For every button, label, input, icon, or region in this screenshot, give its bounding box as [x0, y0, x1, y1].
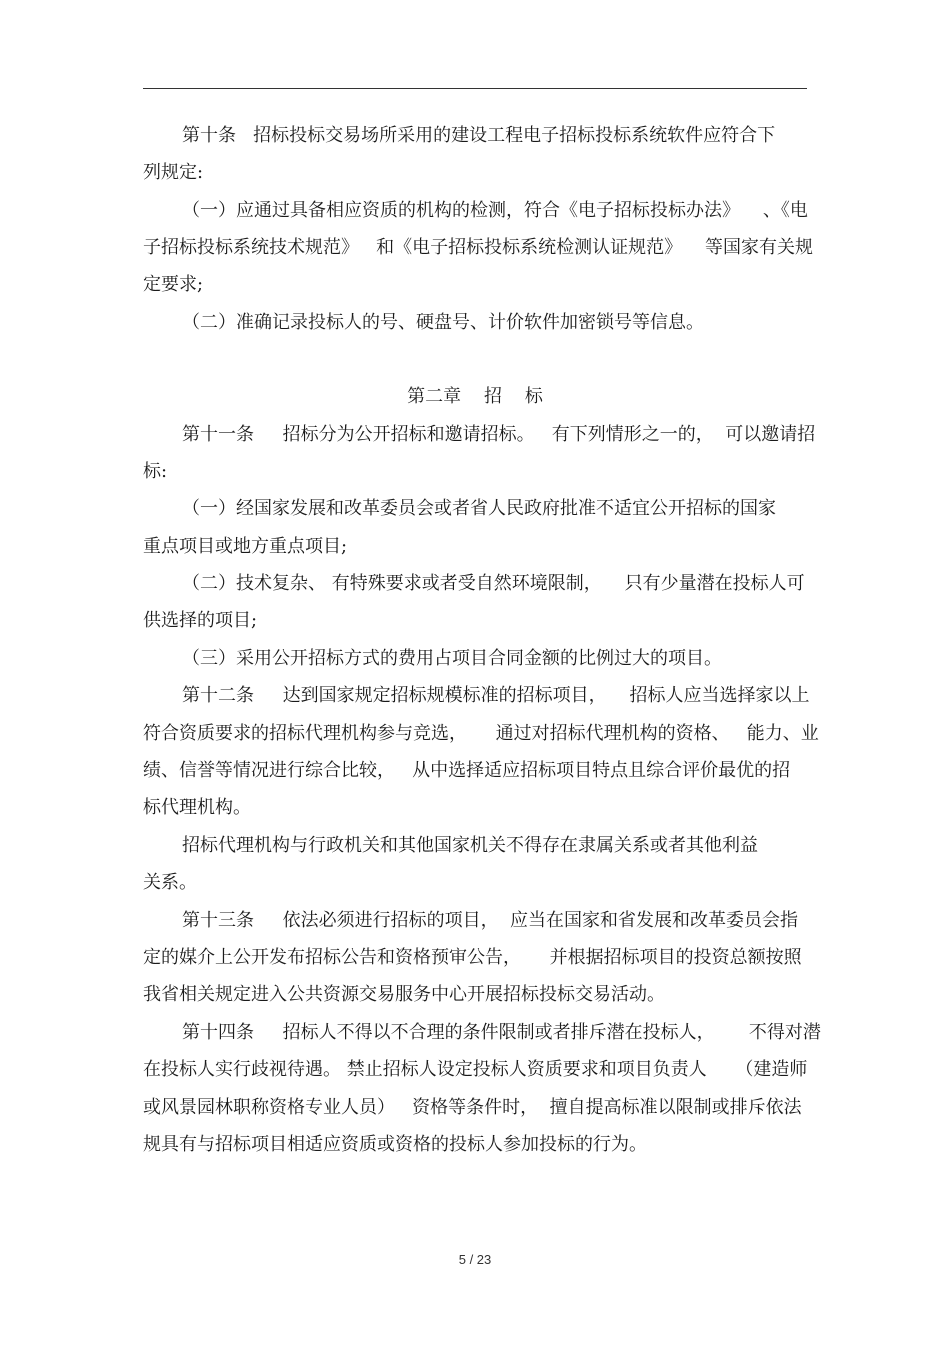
paragraph-line: 子招标投标系统技术规范》 和《电子招标投标系统检测认证规范》 等国家有关规	[143, 237, 814, 258]
paragraph-line: 重点项目或地方重点项目;	[143, 536, 348, 557]
paragraph-line: 第十一条 招标分为公开招标和邀请招标。 有下列情形之一的， 可以邀请招	[182, 424, 816, 445]
paragraph-line: 标代理机构。	[143, 797, 251, 818]
paragraph-line: 绩、信誉等情况进行综合比较， 从中选择适应招标项目特点且综合评价最优的招	[143, 760, 791, 781]
paragraph-line: 招标代理机构与行政机关和其他国家机关不得存在隶属关系或者其他利益	[182, 835, 758, 856]
header-rule	[143, 88, 807, 89]
paragraph-line: 供选择的项目;	[143, 610, 258, 631]
chapter-title: 第二章 招 标	[407, 386, 543, 407]
paragraph-line: 定要求;	[143, 274, 204, 295]
paragraph-line: 我省相关规定进入公共资源交易服务中心开展招标投标交易活动。	[143, 984, 665, 1005]
paragraph-line: 列规定:	[143, 162, 204, 183]
paragraph-line: 在投标人实行歧视待遇。 禁止招标人设定投标人资质要求和项目负责人 （建造师	[143, 1059, 808, 1080]
paragraph-line: （三）采用公开招标方式的费用占项目合同金额的比例过大的项目。	[182, 648, 722, 669]
paragraph-line: （一）经国家发展和改革委员会或者省人民政府批准不适宜公开招标的国家	[182, 498, 776, 519]
paragraph-line: （一）应通过具备相应资质的机构的检测，符合《电子招标投标办法》 、《电	[182, 200, 808, 221]
paragraph-line: 第十二条 达到国家规定招标规模标准的招标项目， 招标人应当选择家以上	[182, 685, 810, 706]
paragraph-line: 符合资质要求的招标代理机构参与竞选， 通过对招标代理机构的资格、 能力、业	[143, 723, 819, 744]
paragraph-line: 标:	[143, 461, 168, 482]
paragraph-line: 关系。	[143, 872, 197, 893]
paragraph-line: 第十三条 依法必须进行招标的项目， 应当在国家和省发展和改革委员会指	[182, 910, 799, 931]
paragraph-line: 规具有与招标项目相适应资质或资格的投标人参加投标的行为。	[143, 1134, 647, 1155]
paragraph-line: （二）技术复杂、 有特殊要求或者受自然环境限制， 只有少量潜在投标人可	[182, 573, 805, 594]
paragraph-line: （二）准确记录投标人的号、硬盘号、计价软件加密锁号等信息。	[182, 312, 704, 333]
page-number: 5 / 23	[458, 1252, 492, 1267]
paragraph-line: 或风景园林职称资格专业人员） 资格等条件时， 擅自提高标准以限制或排斥依法	[143, 1097, 802, 1118]
paragraph-line: 第十条 招标投标交易场所采用的建设工程电子招标投标系统软件应符合下	[182, 125, 776, 146]
paragraph-line: 第十四条 招标人不得以不合理的条件限制或者排斥潜在投标人， 不得对潜	[182, 1022, 821, 1043]
paragraph-line: 定的媒介上公开发布招标公告和资格预审公告， 并根据招标项目的投资总额按照	[143, 947, 802, 968]
